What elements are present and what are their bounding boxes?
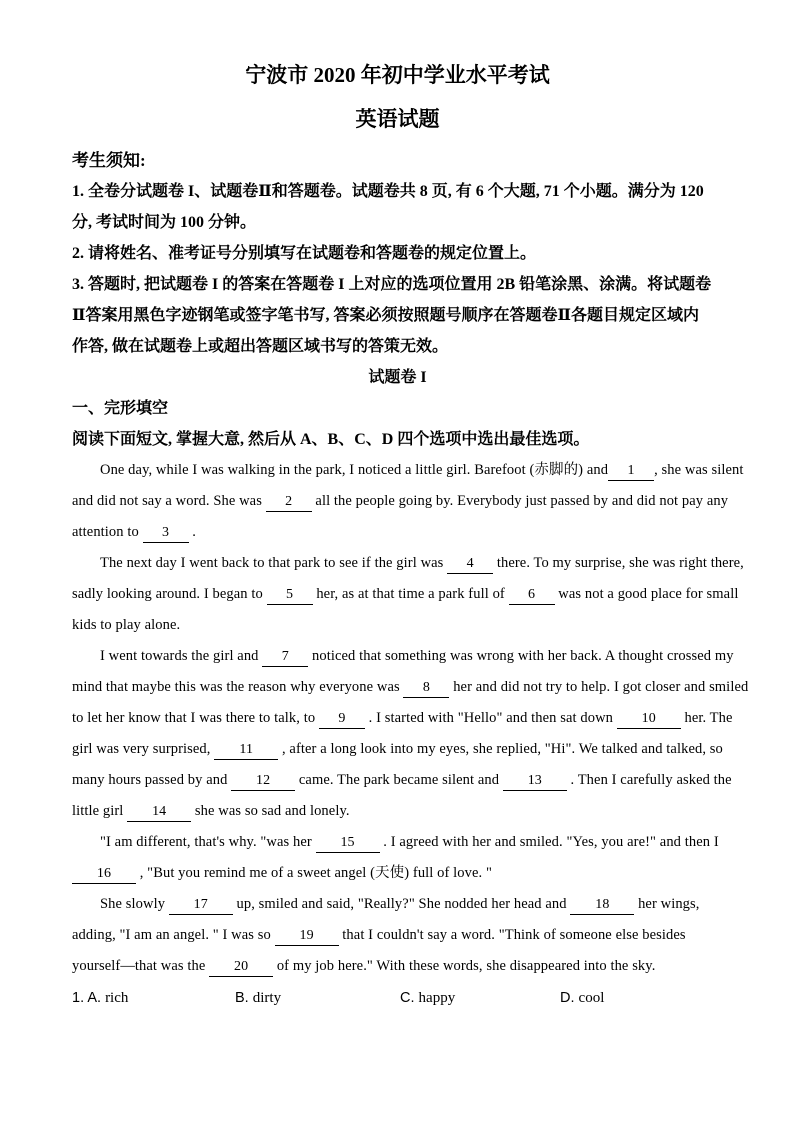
notice-item-1-line-1: 1. 全卷分试题卷 I、试题卷Ⅱ和答题卷。试题卷共 8 页, 有 6 个大题, 71 个小题。满分为 120 (72, 183, 704, 200)
option-label: B. (235, 990, 253, 1006)
notice-heading: 考生须知: (72, 151, 146, 170)
cloze-blank-5: 5 (267, 586, 313, 605)
cloze-blank-9: 9 (319, 710, 365, 729)
passage-p1-line-2: and did not say a word. She was 2 all the people going by. Everybody just passed by and did not pay any (72, 486, 723, 517)
passage-p3-line-5: many hours passed by and 12 came. The park became silent and 13 . Then I carefully asked the (72, 765, 723, 796)
notice-item-2-line-1: 2. 请将姓名、准考证号分别填写在试题卷和答题卷的规定位置上。 (72, 245, 537, 262)
cloze-blank-7: 7 (262, 648, 308, 667)
passage-p3-line-4: girl was very surprised, 11 , after a long look into my eyes, she replied, "Hi". We talked and talked, so (72, 734, 723, 765)
passage-p3-line-3: to let her know that I was there to talk, to 9 . I started with "Hello" and then sat down 10 her. The (72, 703, 723, 734)
cloze-blank-19: 19 (275, 927, 339, 946)
question-1-options (72, 983, 723, 1014)
passage-p4-line-1: "I am different, that's why. "was her 15 . I agreed with her and smiled. "Yes, you are!" and then I (72, 827, 723, 858)
passage-p2-line-3: kids to play alone. (72, 617, 181, 633)
option-label: C. (400, 990, 419, 1006)
option-text: rich (105, 990, 129, 1006)
passage-p3-line-2: mind that maybe this was the reason why everyone was 8 her and did not try to help. I got closer and smiled (72, 672, 723, 703)
exam-title: 宁波市 2020 年初中学业水平考试 (245, 63, 550, 87)
cloze-blank-13: 13 (503, 772, 567, 791)
paper-section-heading: 试题卷 I (368, 369, 427, 386)
cloze-blank-1: 1 (608, 462, 654, 481)
cloze-passage (72, 455, 749, 982)
cloze-blank-18: 18 (570, 896, 634, 915)
notice-item-3-line-2: Ⅱ答案用黑色字迹钢笔或签字笔书写, 答案必须按照题号顺序在答题卷Ⅱ各题目规定区域内 (72, 307, 699, 324)
passage-p5-line-2: adding, "I am an angel. " I was so 19 that I couldn't say a word. "Think of someone else besides (72, 920, 723, 951)
cloze-blank-12: 12 (231, 772, 295, 791)
cloze-instructions: 阅读下面短文, 掌握大意, 然后从 A、B、C、D 四个选项中选出最佳选项。 (72, 431, 590, 448)
cloze-blank-20: 20 (209, 958, 273, 977)
cloze-blank-15: 15 (316, 834, 380, 853)
passage-p1-line-3: attention to 3 . (72, 517, 723, 548)
cloze-blank-8: 8 (403, 679, 449, 698)
cloze-blank-10: 10 (617, 710, 681, 729)
option-text: happy (418, 990, 456, 1006)
cloze-blank-11: 11 (214, 741, 278, 760)
exam-subtitle: 英语试题 (355, 107, 440, 131)
option-label: D. (560, 990, 579, 1006)
q1-option-C (400, 983, 560, 1014)
passage-p4-line-2: 16 , "But you remind me of a sweet angel (天使) full of love. " (72, 858, 723, 889)
cloze-blank-2: 2 (266, 493, 312, 512)
part-heading: 一、完形填空 (72, 400, 169, 417)
passage-p5-line-3: yourself—that was the 20 of my job here." With these words, she disappeared into the sky. (72, 951, 723, 982)
passage-p1-line-1: One day, while I was walking in the park, I noticed a little girl. Barefoot (赤脚的) and 1 , she was silent (72, 455, 723, 486)
notice-item-1-line-2: 分, 考试时间为 100 分钟。 (72, 214, 257, 231)
q1-option-A (72, 983, 235, 1014)
cloze-blank-6: 6 (509, 586, 555, 605)
option-text: cool (578, 990, 605, 1006)
cloze-blank-16: 16 (72, 865, 136, 884)
cloze-blank-14: 14 (127, 803, 191, 822)
passage-p2-line-1: The next day I went back to that park to see if the girl was 4 there. To my surprise, she was right there, (72, 548, 723, 579)
passage-p3-line-6: little girl 14 she was so sad and lonely. (72, 796, 723, 827)
passage-p2-line-2: sadly looking around. I began to 5 her, as at that time a park full of 6 was not a good place for small (72, 579, 723, 610)
cloze-blank-3: 3 (143, 524, 189, 543)
notice-item-3-line-1: 3. 答题时, 把试题卷 I 的答案在答题卷 I 上对应的选项位置用 2B 铅笔涂黑、涂满。将试题卷 (72, 276, 712, 293)
candidate-notice (72, 176, 723, 362)
option-text: dirty (252, 990, 282, 1006)
cloze-blank-4: 4 (447, 555, 493, 574)
q1-option-D (560, 983, 723, 1014)
question-number: 1. (72, 990, 88, 1006)
passage-p5-line-1: She slowly 17 up, smiled and said, "Really?" She nodded her head and 18 her wings, (72, 889, 723, 920)
cloze-blank-17: 17 (169, 896, 233, 915)
notice-item-3-line-3: 作答, 做在试题卷上或超出答题区域书写的答策无效。 (72, 338, 449, 355)
passage-p3-line-1: I went towards the girl and 7 noticed that something was wrong with her back. A thought crossed my (72, 641, 723, 672)
q1-option-B (235, 983, 400, 1014)
option-label: A. (87, 990, 106, 1006)
